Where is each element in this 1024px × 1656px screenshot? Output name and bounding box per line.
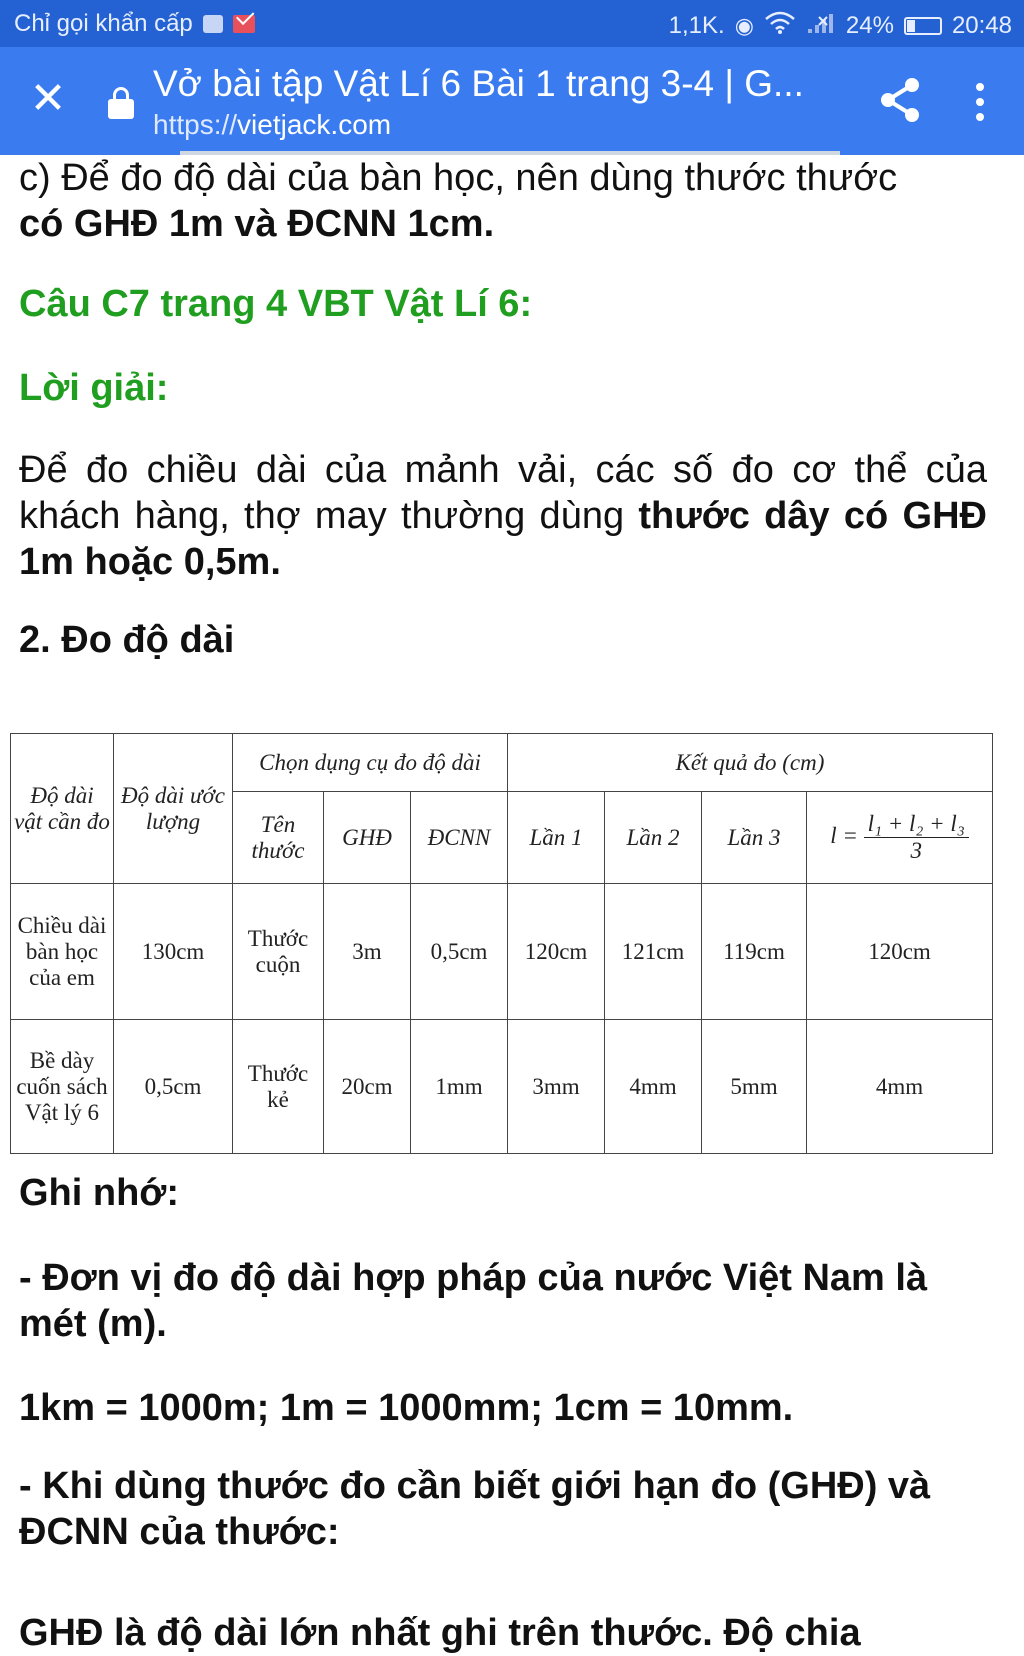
note-ghd-definition: GHĐ là độ dài lớn nhất ghi trên thước. Độ chia (19, 1612, 861, 1654)
cell-tool: Thước kẻ (233, 1020, 324, 1154)
header-tool-name: Tên thước (233, 792, 324, 884)
header-dcnn: ĐCNN (411, 792, 508, 884)
lock-icon[interactable] (108, 87, 134, 119)
url-scheme: https:// (153, 109, 238, 140)
battery-percent: 24% (845, 11, 894, 39)
page-url[interactable] (153, 109, 391, 141)
cell-estimate: 0,5cm (114, 1020, 233, 1154)
formula-numerator: l₁ + l₂ + l₃ (864, 811, 969, 838)
note-conversions: 1km = 1000m; 1m = 1000mm; 1cm = 10mm. (19, 1387, 794, 1429)
header-object: Độ dài vật cần đo (11, 734, 114, 884)
cell-average: 120cm (807, 884, 993, 1020)
section-heading: 2. Đo độ dài (19, 619, 235, 661)
header-tool-group: Chọn dụng cụ đo độ dài (233, 734, 508, 792)
measurement-table (10, 733, 993, 1154)
battery-level (907, 20, 915, 32)
signal-icon (806, 11, 836, 40)
cell-tool: Thước cuộn (233, 884, 324, 1020)
header-lan3: Lần 3 (702, 792, 807, 884)
cell-dcnn: 0,5cm (411, 884, 508, 1020)
gallery-notification-icon (203, 15, 223, 33)
cell-object: Chiều dài bàn học của em (11, 884, 114, 1020)
close-icon[interactable]: ✕ (29, 74, 67, 123)
data-rate: 1,1K. (668, 11, 725, 39)
formula-fraction (864, 811, 969, 864)
intro-bold: có GHĐ 1m và ĐCNN 1cm. (19, 203, 495, 245)
status-bar (0, 0, 1024, 47)
clock: 20:48 (951, 11, 1012, 39)
header-lan2: Lần 2 (605, 792, 702, 884)
browser-toolbar (0, 47, 1024, 155)
cell-lan3: 5mm (702, 1020, 807, 1154)
wifi-icon (764, 10, 796, 41)
battery-icon (904, 17, 942, 35)
solution-heading: Lời giải: (19, 367, 169, 409)
mail-notification-icon (233, 15, 255, 33)
header-estimate: Độ dài ước lượng (114, 734, 233, 884)
cell-lan1: 120cm (508, 884, 605, 1020)
page-title[interactable]: Vở bài tập Vật Lí 6 Bài 1 trang 3-4 | G... (153, 63, 804, 104)
share-icon[interactable] (876, 75, 924, 125)
cell-ghd: 20cm (324, 1020, 411, 1154)
intro-line: c) Để đo độ dài của bàn học, nên dùng thước thước (19, 157, 898, 199)
formula-denominator: 3 (910, 838, 922, 863)
url-host: vietjack.com (237, 109, 392, 140)
table-row (11, 884, 993, 1020)
more-options-icon[interactable] (960, 77, 1000, 127)
formula-lhs: l = (830, 822, 858, 848)
cell-average: 4mm (807, 1020, 993, 1154)
eye-comfort-icon: ◉ (734, 12, 754, 38)
question-heading: Câu C7 trang 4 VBT Vật Lí 6: (19, 283, 533, 325)
header-lan1: Lần 1 (508, 792, 605, 884)
cell-dcnn: 1mm (411, 1020, 508, 1154)
cell-ghd: 3m (324, 884, 411, 1020)
notes-heading: Ghi nhớ: (19, 1172, 179, 1214)
answer-text: Để đo chiều dài của mảnh vải, các số đo cơ thể của khách hàng, thợ may thường dùng (19, 449, 987, 537)
header-result-group: Kết quả đo (cm) (508, 734, 993, 792)
cell-object: Bề dày cuốn sách Vật lý 6 (11, 1020, 114, 1154)
cell-lan2: 4mm (605, 1020, 702, 1154)
header-ghd: GHĐ (324, 792, 411, 884)
cell-lan1: 3mm (508, 1020, 605, 1154)
table-row (11, 1020, 993, 1154)
header-average-formula (807, 792, 993, 884)
carrier-text: Chỉ gọi khẩn cấp (14, 10, 193, 37)
note-legal-unit: - Đơn vị đo độ dài hợp pháp của nước Việt Nam là mét (m). (19, 1257, 928, 1345)
answer-paragraph (19, 447, 987, 585)
cell-lan3: 119cm (702, 884, 807, 1020)
cell-lan2: 121cm (605, 884, 702, 1020)
intro-paragraph (19, 155, 987, 247)
cell-estimate: 130cm (114, 884, 233, 1020)
answer-bold: thước dây có GHĐ 1m hoặc 0,5m. (19, 495, 987, 583)
note-ruler-limits: - Khi dùng thước đo cần biết giới hạn đo (GHĐ) và ĐCNN của thước: (19, 1465, 931, 1553)
